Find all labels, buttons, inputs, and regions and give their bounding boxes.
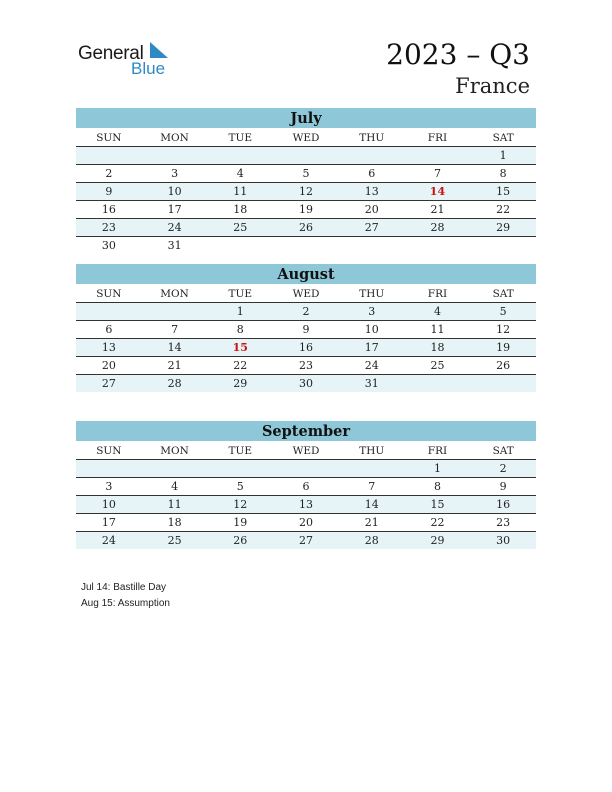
day-cell: 9 (105, 185, 113, 198)
day-cell (76, 460, 142, 477)
day-cell: 11 (167, 498, 182, 511)
day-cell (470, 237, 536, 254)
day-cell: 20 (101, 359, 116, 372)
day-cell: 10 (101, 498, 116, 511)
day-cell: 3 (105, 480, 113, 493)
day-cell: 23 (496, 516, 511, 529)
weekday-label: TUE (228, 132, 253, 144)
month-header: July (76, 108, 536, 128)
day-cell: 7 (433, 167, 441, 180)
logo-text-general: General (78, 43, 144, 64)
day-cell: 9 (499, 480, 507, 493)
day-cell: 13 (364, 185, 379, 198)
week-row (76, 183, 536, 201)
day-cell (207, 237, 273, 254)
day-cell: 21 (364, 516, 379, 529)
day-cell: 10 (364, 323, 379, 336)
weekday-header (76, 441, 536, 460)
day-cell: 23 (101, 221, 116, 234)
day-cell: 16 (101, 203, 116, 216)
day-cell: 3 (171, 167, 179, 180)
day-cell: 16 (299, 341, 314, 354)
day-cell: 25 (430, 359, 445, 372)
day-cell: 4 (171, 480, 179, 493)
day-cell: 2 (105, 167, 113, 180)
country-name: France (455, 74, 530, 98)
day-cell: 16 (496, 498, 511, 511)
day-cell (207, 147, 273, 164)
day-cell: 24 (364, 359, 379, 372)
day-cell: 12 (233, 498, 248, 511)
logo-flag-icon (148, 42, 168, 58)
day-cell (405, 375, 471, 392)
day-cell: 14 (429, 185, 446, 198)
weekday-label: MON (160, 445, 189, 457)
weekday-label: THU (359, 445, 385, 457)
day-cell: 24 (167, 221, 182, 234)
day-cell: 2 (499, 462, 507, 475)
day-cell: 18 (430, 341, 445, 354)
day-cell: 26 (233, 534, 248, 547)
day-cell: 28 (430, 221, 445, 234)
day-cell: 30 (299, 377, 314, 390)
day-cell: 28 (167, 377, 182, 390)
day-cell: 27 (299, 534, 314, 547)
day-cell: 6 (105, 323, 113, 336)
weekday-label: MON (160, 132, 189, 144)
day-cell (339, 460, 405, 477)
week-row (76, 532, 536, 549)
day-cell: 21 (167, 359, 182, 372)
day-cell: 6 (368, 167, 376, 180)
weekday-label: SUN (96, 288, 122, 300)
day-cell: 28 (364, 534, 379, 547)
weeks-container (76, 303, 536, 392)
day-cell (339, 237, 405, 254)
day-cell: 9 (302, 323, 310, 336)
day-cell: 18 (233, 203, 248, 216)
holiday-note: Aug 15: Assumption (81, 598, 170, 609)
month-header: September (76, 421, 536, 441)
weekday-label: FRI (427, 445, 448, 457)
day-cell: 11 (430, 323, 445, 336)
day-cell: 17 (101, 516, 116, 529)
day-cell: 22 (233, 359, 248, 372)
day-cell (273, 460, 339, 477)
day-cell: 6 (302, 480, 310, 493)
day-cell: 3 (368, 305, 376, 318)
weekday-header (76, 128, 536, 147)
weekday-label: FRI (427, 132, 448, 144)
day-cell: 19 (299, 203, 314, 216)
month-august (76, 264, 536, 392)
weekday-label: TUE (228, 445, 253, 457)
day-cell: 29 (430, 534, 445, 547)
page-title: 2023 – Q3 (386, 38, 530, 71)
week-row (76, 147, 536, 165)
day-cell: 30 (496, 534, 511, 547)
day-cell: 8 (433, 480, 441, 493)
week-row (76, 375, 536, 392)
weekday-header (76, 284, 536, 303)
day-cell: 27 (364, 221, 379, 234)
day-cell: 29 (233, 377, 248, 390)
week-row (76, 460, 536, 478)
week-row (76, 219, 536, 237)
weekday-label: THU (359, 132, 385, 144)
day-cell: 19 (233, 516, 248, 529)
day-cell: 14 (167, 341, 182, 354)
day-cell (470, 375, 536, 392)
week-row (76, 237, 536, 254)
month-july (76, 108, 536, 254)
day-cell: 31 (364, 377, 379, 390)
day-cell: 19 (496, 341, 511, 354)
day-cell: 17 (167, 203, 182, 216)
day-cell (405, 237, 471, 254)
day-cell: 13 (299, 498, 314, 511)
weeks-container (76, 147, 536, 254)
day-cell (405, 147, 471, 164)
day-cell: 5 (236, 480, 244, 493)
day-cell: 23 (299, 359, 314, 372)
weekday-label: WED (292, 288, 320, 300)
weekday-label: TUE (228, 288, 253, 300)
day-cell (273, 147, 339, 164)
weekday-label: FRI (427, 288, 448, 300)
day-cell: 21 (430, 203, 445, 216)
day-cell: 15 (430, 498, 445, 511)
day-cell: 25 (167, 534, 182, 547)
weekday-label: SUN (96, 445, 122, 457)
day-cell: 4 (236, 167, 244, 180)
day-cell (142, 303, 208, 320)
day-cell: 31 (167, 239, 182, 252)
day-cell: 27 (101, 377, 116, 390)
week-row (76, 339, 536, 357)
day-cell: 15 (232, 341, 248, 354)
day-cell: 17 (364, 341, 379, 354)
day-cell: 7 (368, 480, 376, 493)
day-cell: 7 (171, 323, 179, 336)
day-cell: 29 (496, 221, 511, 234)
weekday-label: SAT (492, 132, 514, 144)
day-cell: 5 (302, 167, 310, 180)
day-cell: 11 (233, 185, 248, 198)
generalblue-logo (78, 40, 178, 80)
day-cell: 8 (236, 323, 244, 336)
day-cell: 26 (299, 221, 314, 234)
week-row (76, 496, 536, 514)
logo-text-blue: Blue (131, 59, 166, 78)
day-cell (142, 147, 208, 164)
day-cell: 25 (233, 221, 248, 234)
day-cell: 13 (101, 341, 116, 354)
day-cell: 20 (299, 516, 314, 529)
day-cell: 1 (236, 305, 244, 318)
week-row (76, 321, 536, 339)
day-cell: 18 (167, 516, 182, 529)
day-cell: 20 (364, 203, 379, 216)
day-cell: 14 (364, 498, 379, 511)
day-cell: 4 (433, 305, 441, 318)
day-cell (273, 237, 339, 254)
day-cell: 5 (499, 305, 507, 318)
day-cell: 30 (101, 239, 116, 252)
day-cell: 1 (499, 149, 507, 162)
weeks-container (76, 460, 536, 549)
day-cell: 22 (430, 516, 445, 529)
month-september (76, 421, 536, 549)
day-cell: 22 (496, 203, 511, 216)
day-cell (207, 460, 273, 477)
day-cell (76, 303, 142, 320)
weekday-label: SUN (96, 132, 122, 144)
week-row (76, 165, 536, 183)
day-cell: 26 (496, 359, 511, 372)
weekday-label: WED (292, 132, 320, 144)
week-row (76, 357, 536, 375)
day-cell: 24 (101, 534, 116, 547)
day-cell (339, 147, 405, 164)
weekday-label: SAT (492, 445, 514, 457)
day-cell: 10 (167, 185, 182, 198)
day-cell (142, 460, 208, 477)
week-row (76, 303, 536, 321)
week-row (76, 514, 536, 532)
weekday-label: WED (292, 445, 320, 457)
holiday-notes (81, 580, 170, 612)
day-cell: 8 (499, 167, 507, 180)
day-cell: 12 (299, 185, 314, 198)
weekday-label: THU (359, 288, 385, 300)
day-cell: 2 (302, 305, 310, 318)
day-cell: 12 (496, 323, 511, 336)
day-cell: 15 (496, 185, 511, 198)
holiday-note: Jul 14: Bastille Day (81, 582, 167, 593)
weekday-label: MON (160, 288, 189, 300)
week-row (76, 201, 536, 219)
day-cell: 1 (433, 462, 441, 475)
day-cell (76, 147, 142, 164)
month-header: August (76, 264, 536, 284)
week-row (76, 478, 536, 496)
weekday-label: SAT (492, 288, 514, 300)
